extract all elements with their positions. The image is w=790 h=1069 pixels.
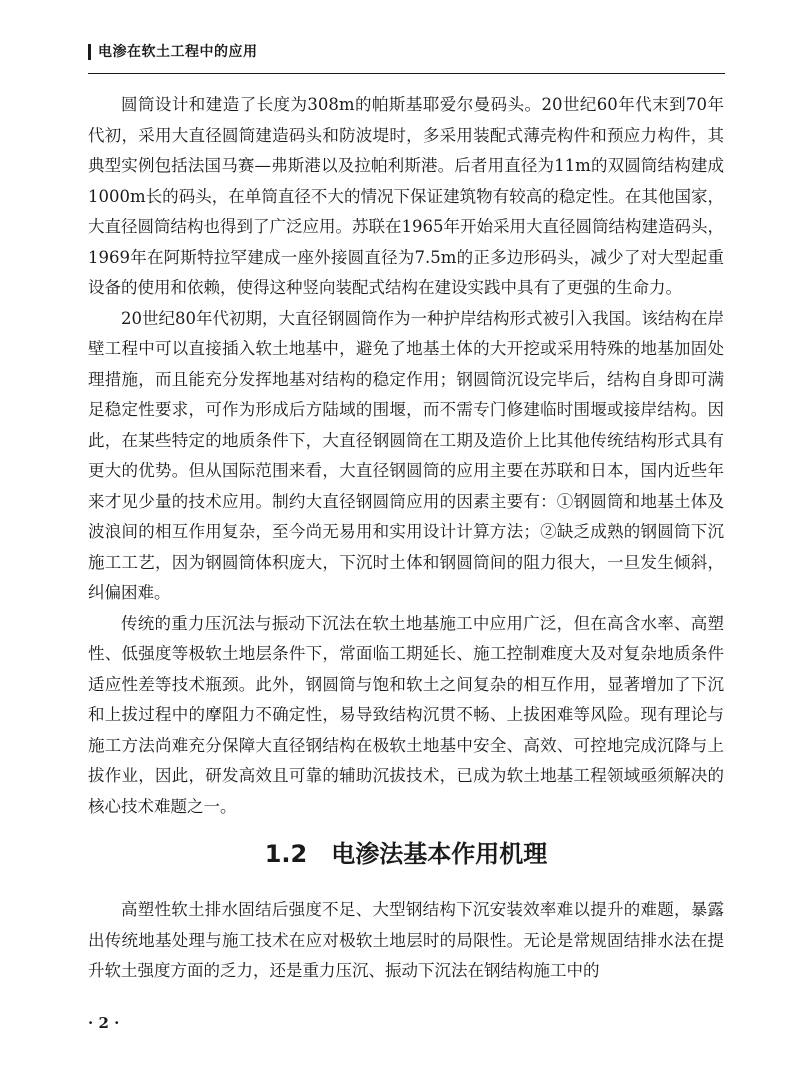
section-paragraph: 高塑性软土排水固结后强度不足、大型钢结构下沉安装效率难以提升的难题，暴露出传统地基处理与施工技术在应对极软土地层时的局限性。无论是常规固结排水法在提升软土强度方面的乏力，还是重力压沉、振动下沉法在钢结构施工中的 [88, 900, 724, 980]
page-number: · 2 · [88, 1014, 120, 1032]
running-head-title: 电渗在软土工程中的应用 [98, 44, 258, 60]
body-text [88, 90, 724, 822]
paragraph-3: 传统的重力压沉法与振动下沉法在软土地基施工中应用广泛，但在高含水率、高塑性、低强度等极软土地层条件下，常面临工期延长、施工控制难度大及对复杂地质条件适应性差等技术瓶颈。此外，钢圆筒与饱和软土之间复杂的相互作用，显著增加了下沉和上拔过程中的摩阻力不确定性，易导致结构沉贯不畅、上拔困难等风险。现有理论与施工方法尚难充分保障大直径钢结构在极软土地基中安全、高效、可控地完成沉降与上拔作业，因此，研发高效且可靠的辅助沉拔技术，已成为软土地基工程领域亟须解决的核心技术难题之一。 [88, 613, 724, 816]
running-head [88, 44, 258, 60]
header-rule [88, 73, 725, 74]
paragraph-2: 20世纪80年代初期，大直径钢圆筒作为一种护岸结构形式被引入我国。该结构在岸壁工程中可以直接插入软土地基中，避免了地基土体的大开挖或采用特殊的地基加固处理措施，而且能充分发挥地基对结构的稳定作用；钢圆筒沉设完毕后，结构自身即可满足稳定性要求，可作为形成后方陆域的围堰，而不需专门修建临时围堰或接岸结构。因此，在某些特定的地质条件下，大直径钢圆筒在工期及造价上比其他传统结构形式具有更大的优势。但从国际范围来看，大直径钢圆筒的应用主要在苏联和日本，国内近些年来才见少量的技术应用。制约大直径钢圆筒应用的因素主要有：①钢圆筒和地基土体及波浪间的相互作用复杂，至今尚无易用和实用设计计算方法；②缺乏成熟的钢圆筒下沉施工工艺，因为钢圆筒体积庞大，下沉时土体和钢圆筒间的阻力很大，一旦发生倾斜，纠偏困难。 [88, 308, 724, 602]
section-heading [88, 834, 724, 874]
section-body [88, 895, 724, 987]
section-number: 1.2 [264, 840, 308, 868]
section-title: 电渗法基本作用机理 [331, 840, 548, 868]
paragraph-1: 圆筒设计和建造了长度为308m的帕斯基耶爱尔曼码头。20世纪60年代末到70年代初，采用大直径圆筒建造码头和防波堤时，多采用装配式薄壳构件和预应力构件，其典型实例包括法国马赛—弗斯港以及拉帕利斯港。后者用直径为11m的双圆筒结构建成1000m长的码头，在单筒直径不大的情况下保证建筑物有较高的稳定性。在其他国家，大直径圆筒结构也得到了广泛应用。苏联在1965年开始采用大直径圆筒结构建造码头，1969年在阿斯特拉罕建成一座外接圆直径为7.5m的正多边形码头，减少了对大型起重设备的使用和依赖，使得这种竖向装配式结构在建设实践中具有了更强的生命力。 [88, 95, 724, 297]
